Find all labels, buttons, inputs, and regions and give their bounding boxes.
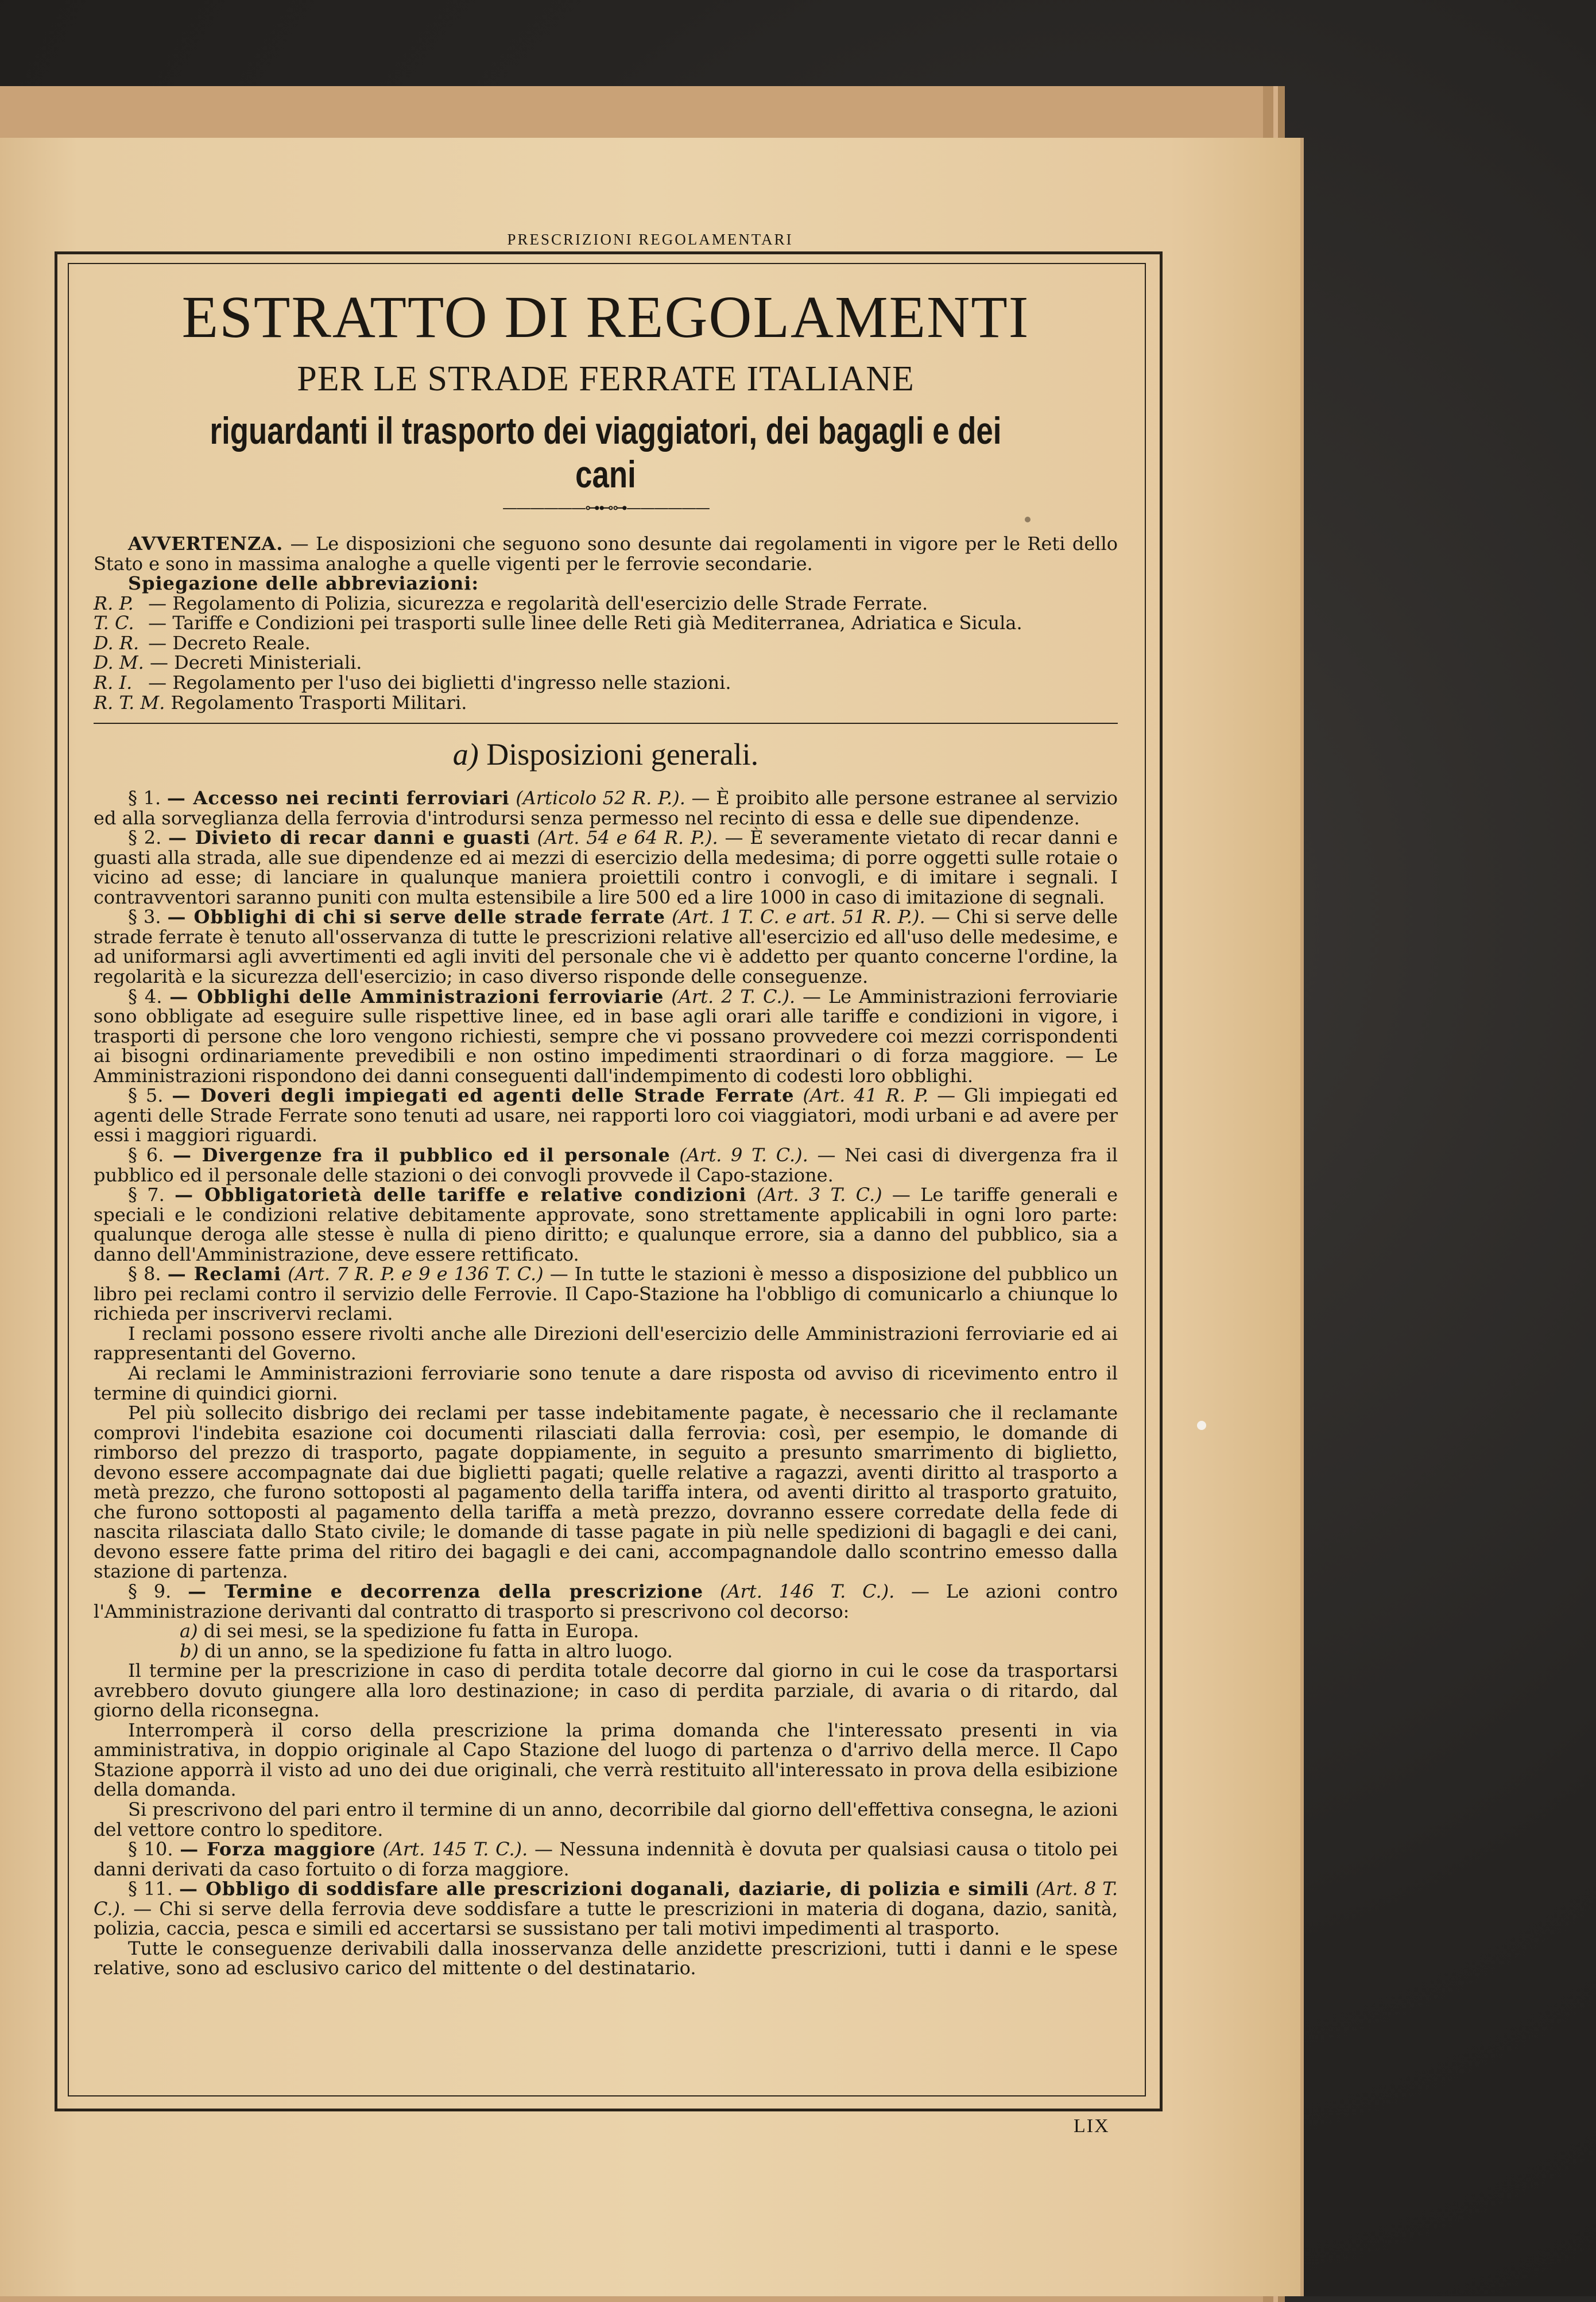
para-text: — Le azioni contro l'Amministrazione derivanti dal contratto di trasporto si prescrivono col decorso: [94, 1580, 1118, 1622]
para-ref: (Art. 41 R. P. [803, 1084, 929, 1107]
reclami-paragraph: Ai reclami le Amministrazioni ferroviarie sono tenute a dare risposta od avviso di ricevimento entro il termine di quindici giorni. [94, 1362, 1118, 1404]
abbreviations-heading: Spiegazione delle abbreviazioni: [128, 572, 479, 595]
abbreviation-key: D. M. [94, 652, 144, 674]
para-ref: (Articolo 52 R. P.). [516, 787, 685, 809]
avvertenza-paragraph [94, 534, 1118, 573]
para-title: — Divergenze fra il pubblico ed il personale [172, 1144, 671, 1166]
prescription-item [94, 1641, 1118, 1661]
abbreviation-text: Regolamento Trasporti Militari. [171, 691, 467, 714]
para-title: — Obblighi di chi si serve delle strade ferrate [167, 906, 665, 928]
page-number: LIX [1074, 2115, 1110, 2137]
para-text: — Chi si serve della ferrovia deve soddisfare a tutte le prescrizioni in materia di dogana, dazio, sanità, polizia, caccia, pesca e simili ed accertarsi se sussistano per tali motivi impedimenti al trasporto. [94, 1897, 1118, 1940]
para-title: — Doveri degli impiegati ed agenti delle Strade Ferrate [172, 1084, 795, 1107]
abbreviation-key: R. T. M. [94, 691, 165, 714]
para-title: — Termine e decorrenza della prescrizione [188, 1580, 704, 1602]
para-number: § 8. [128, 1263, 161, 1285]
prescription-item [94, 1621, 1118, 1641]
item-text: di sei mesi, se la spedizione fu fatta in Europa. [203, 1620, 640, 1642]
abbreviations-list [94, 594, 1118, 712]
para-ref: (Art. 1 T. C. e art. 51 R. P.). [671, 906, 925, 928]
para-number: § 4. [128, 985, 162, 1007]
main-title: ESTRATTO DI REGOLAMENTI [181, 284, 1030, 350]
paragraph-11 [94, 1879, 1118, 1939]
item-text: di un anno, se la spedizione fu fatta in altro luogo. [204, 1640, 673, 1662]
para-text: — Le tariffe generali e speciali e le condizioni relative debitamente approvate, sono strettamente applicabili in ogni loro parte: qualunque deroga alle stesse è nulla di pieno diritto; e qualunque errore, sia a danno del pubblico, sia a danno dell'Amministrazione, deve essere rettificato. [94, 1184, 1118, 1265]
abbreviation-item [94, 613, 1118, 633]
abbreviation-text: — Tariffe e Condizioni pei trasporti sulle linee delle Reti già Mediterranea, Adriatica e Sicula. [148, 612, 1022, 634]
paper-spot [1197, 1421, 1206, 1430]
abbreviation-text: — Decreti Ministeriali. [149, 652, 362, 674]
prescription-paragraph: Interromperà il corso della prescrizione la prima domanda che l'interessato presenti in via amministrativa, in doppio originale al Capo Stazione del luogo di partenza o d'arrivo della merce. Il Capo Stazione apporrà il visto ad uno dei due originali, che verrà restituito all'interessato in prova della esibizione della domanda. [94, 1719, 1118, 1801]
para-ref: (Art. 2 T. C.). [671, 985, 796, 1007]
para-text: — In tutte le stazioni è messo a disposizione del pubblico un libro pei reclami contro il servizio delle Ferrovie. Il Capo-Stazione ha l'obbligo di comunicarlo a chiunque lo richieda per inscrivervi reclami. [94, 1263, 1118, 1325]
para-title: — Reclami [167, 1263, 282, 1285]
abbreviation-key: T. C. [94, 612, 134, 634]
prescription-extra-list [94, 1661, 1118, 1839]
para-number: § 6. [128, 1144, 164, 1166]
para-number: § 5. [128, 1084, 164, 1107]
abbreviation-item [94, 673, 1118, 693]
section-heading [94, 737, 1118, 772]
para-title: — Accesso nei recinti ferroviari [166, 787, 510, 809]
para-number: § 7. [128, 1184, 165, 1206]
para-title: — Obbligo di soddisfare alle prescrizioni doganali, daziarie, di polizia e simili [179, 1878, 1029, 1900]
prescription-paragraph: Il termine per la prescrizione in caso di perdita totale decorre dal giorno in cui le cose da trasportarsi avrebbero dovuto giungere alla loro destinazione; in caso di perdita parziale, di avaria o di ritardo, dal giorno della riconsegna. [94, 1660, 1118, 1722]
para-ref: (Art. 9 T. C.). [679, 1144, 808, 1166]
para-text: — È severamente vietato di recar danni e guasti alla strada, alle sue dipendenze ed ai mezzi di esercizio della medesima; di porre oggetti sulle rotaie o vicino ad esse; di lanciare in qualunque maniera proiettili contro i convogli, e di imitare i segnali. I contravventori saranno puniti con multa estensibile a lire 500 ed a lire 1000 in caso di imitazione di segnali. [94, 827, 1118, 908]
para-text: — È proibito alle persone estranee al servizio ed alla sorveglianza della ferrovia d'introdursi senza permesso nel recinto di essa e delle sue dipendenze. [94, 787, 1118, 829]
prescription-items [94, 1621, 1118, 1661]
para-text: — Nei casi di divergenza fra il pubblico ed il personale delle stazioni o dei convogli provvede il Capo-stazione. [94, 1144, 1118, 1186]
paragraph-2 [94, 828, 1118, 907]
paragraph-8 [94, 1264, 1118, 1324]
abbreviation-item [94, 693, 1118, 713]
paragraph-10 [94, 1839, 1118, 1879]
para-ref: (Art. 7 R. P. e 9 e 136 T. C.) [288, 1263, 544, 1285]
abbreviation-item [94, 633, 1118, 653]
para-title: — Divieto di recar danni e guasti [168, 827, 530, 849]
para-ref: (Art. 146 T. C.). [719, 1580, 895, 1602]
paragraph-5 [94, 1086, 1118, 1145]
document-body [68, 263, 1144, 1978]
paragraph-3 [94, 907, 1118, 986]
para-number: § 11. [128, 1878, 173, 1900]
para-title: — Forza maggiore [180, 1838, 376, 1861]
abbreviation-item [94, 594, 1118, 614]
para-text: — Gli impiegati ed agenti delle Strade Ferrate sono tenuti ad usare, nei rapporti loro coi viaggiatori, modi urbani e ad avere per essi i maggiori riguardi. [94, 1084, 1118, 1146]
para-text: — Le Amministrazioni ferroviarie sono obbligate ad eseguire sulle rispettive linee, ed in base agli orari alle tariffe e condizioni in vigore, i trasporti di persone che loro vengono richiesti, sempre che vi possano provvedere coi mezzi corrispondenti ai bisogni ordinariamente prevedibili e non ostino impedimenti straordinari o di forza maggiore. — Le Amministrazioni rispondono dei danni conseguenti dall'indempimento di codesti loro obblighi. [94, 985, 1118, 1087]
para-number: § 1. [128, 787, 161, 809]
abbreviation-item [94, 653, 1118, 673]
running-header: PRESCRIZIONI REGOLAMENTARI [507, 231, 793, 248]
avvertenza-text: — Le disposizioni che seguono sono desunte dai regolamenti in vigore per le Reti dello Stato e sono in massima analoghe a quelle vigenti per le ferrovie secondarie. [94, 533, 1118, 575]
paragraph-6 [94, 1145, 1118, 1185]
para-ref: (Art. 54 e 64 R. P.). [537, 827, 718, 849]
reclami-paragraph: Pel più sollecito disbrigo dei reclami per tasse indebitamente pagate, è necessario che il reclamante comprovi l'indebita esazione coi documenti rilasciati dalla ferrovia: così, per esempio, le domande di rimborso del prezzo di trasporto, pagate doppiamente, in seguito a presunto smarrimento di biglietto, devono essere accompagnate dai due biglietti pagati; quelle relative a ragazzi, aventi diritto al trasporto a metà prezzo, che furono sottoposti al pagamento della tariffa intera, od aventi diritto al trasporto gratuito, che furono sottoposti al pagamento della tariffa a metà prezzo, dovranno essere corredate della fede di nascita rilasciata dallo Stato civile; le domande di tasse pagate in più nelle spedizioni di bagagli e dei cani, devono essere fatte prima del ritiro dei bagagli e dei cani, accompagnandole dallo scontrino emesso dalla stazione di partenza. [94, 1402, 1118, 1583]
divider-rule [94, 723, 1118, 724]
item-key: b) [180, 1640, 199, 1662]
para-number: § 9. [128, 1580, 172, 1602]
abbreviation-key: R. P. [94, 592, 134, 614]
paragraph-9 [94, 1582, 1118, 1621]
section-letter: a) [452, 737, 479, 772]
closing-paragraph: Tutte le conseguenze derivabili dalla inosservanza delle anzidette prescrizioni, tutti i danni e le spese relative, sono ad esclusivo carico del mittente o del destinatario. [94, 1937, 1118, 1979]
para-number: § 3. [128, 906, 161, 928]
abbreviation-text: — Regolamento per l'uso dei biglietti d'ingresso nelle stazioni. [148, 672, 731, 694]
para-number: § 2. [128, 827, 162, 849]
paragraph-7 [94, 1185, 1118, 1264]
ornament-divider: ——————⊶⊷⊶—————— [502, 499, 709, 517]
para-ref: (Art. 3 T. C.) [756, 1184, 882, 1206]
para-number: § 10. [128, 1838, 173, 1861]
abbreviation-text: — Decreto Reale. [148, 631, 311, 654]
abbreviation-key: R. I. [94, 672, 133, 694]
reclami-paragraph: I reclami possono essere rivolti anche alle Direzioni dell'esercizio delle Amministrazioni ferroviarie ed ai rappresentanti del Governo. [94, 1322, 1118, 1365]
para-ref: (Art. 145 T. C.). [382, 1838, 528, 1861]
paragraph-1 [94, 788, 1118, 828]
para-text: — Nessuna indennità è dovuta per qualsiasi causa o titolo pei danni derivati da caso fortuito o di forza maggiore. [94, 1838, 1118, 1880]
para-title: — Obblighi delle Amministrazioni ferroviarie [169, 985, 664, 1007]
abbreviation-key: D. R. [94, 631, 140, 654]
reclami-extra-list [94, 1324, 1118, 1582]
paragraph-4 [94, 987, 1118, 1086]
paragraph-list [94, 788, 1118, 1324]
item-key: a) [180, 1620, 198, 1642]
avvertenza-label: AVVERTENZA. [128, 533, 284, 555]
section-title: Disposizioni generali. [486, 737, 759, 772]
abbreviation-text: — Regolamento di Polizia, sicurezza e regolarità dell'esercizio delle Strade Ferrate. [148, 592, 928, 614]
topic-title: riguardanti il trasporto dei viaggiatori, dei bagagli e dei cani [210, 409, 1002, 496]
para-text: — Chi si serve delle strade ferrate è tenuto all'osservanza di tutte le prescrizioni relative all'esercizio ed all'uso delle medesime, e ad uniformarsi agli avvertimenti ed agli inviti del personale che vi è addetto per quanto concerne l'ordine, la regolarità e la sicurezza dell'esercizio; in caso diverso risponde delle conseguenze. [94, 906, 1118, 988]
para-ref: (Art. 8 T. C.). [94, 1878, 1118, 1920]
prescription-paragraph: Si prescrivono del pari entro il termine di un anno, decorribile dal giorno dell'effettiva consegna, le azioni del vettore contro lo speditore. [94, 1799, 1118, 1840]
para-title: — Obbligatorietà delle tariffe e relative condizioni [175, 1184, 747, 1206]
subtitle: PER LE STRADE FERRATE ITALIANE [297, 359, 915, 399]
